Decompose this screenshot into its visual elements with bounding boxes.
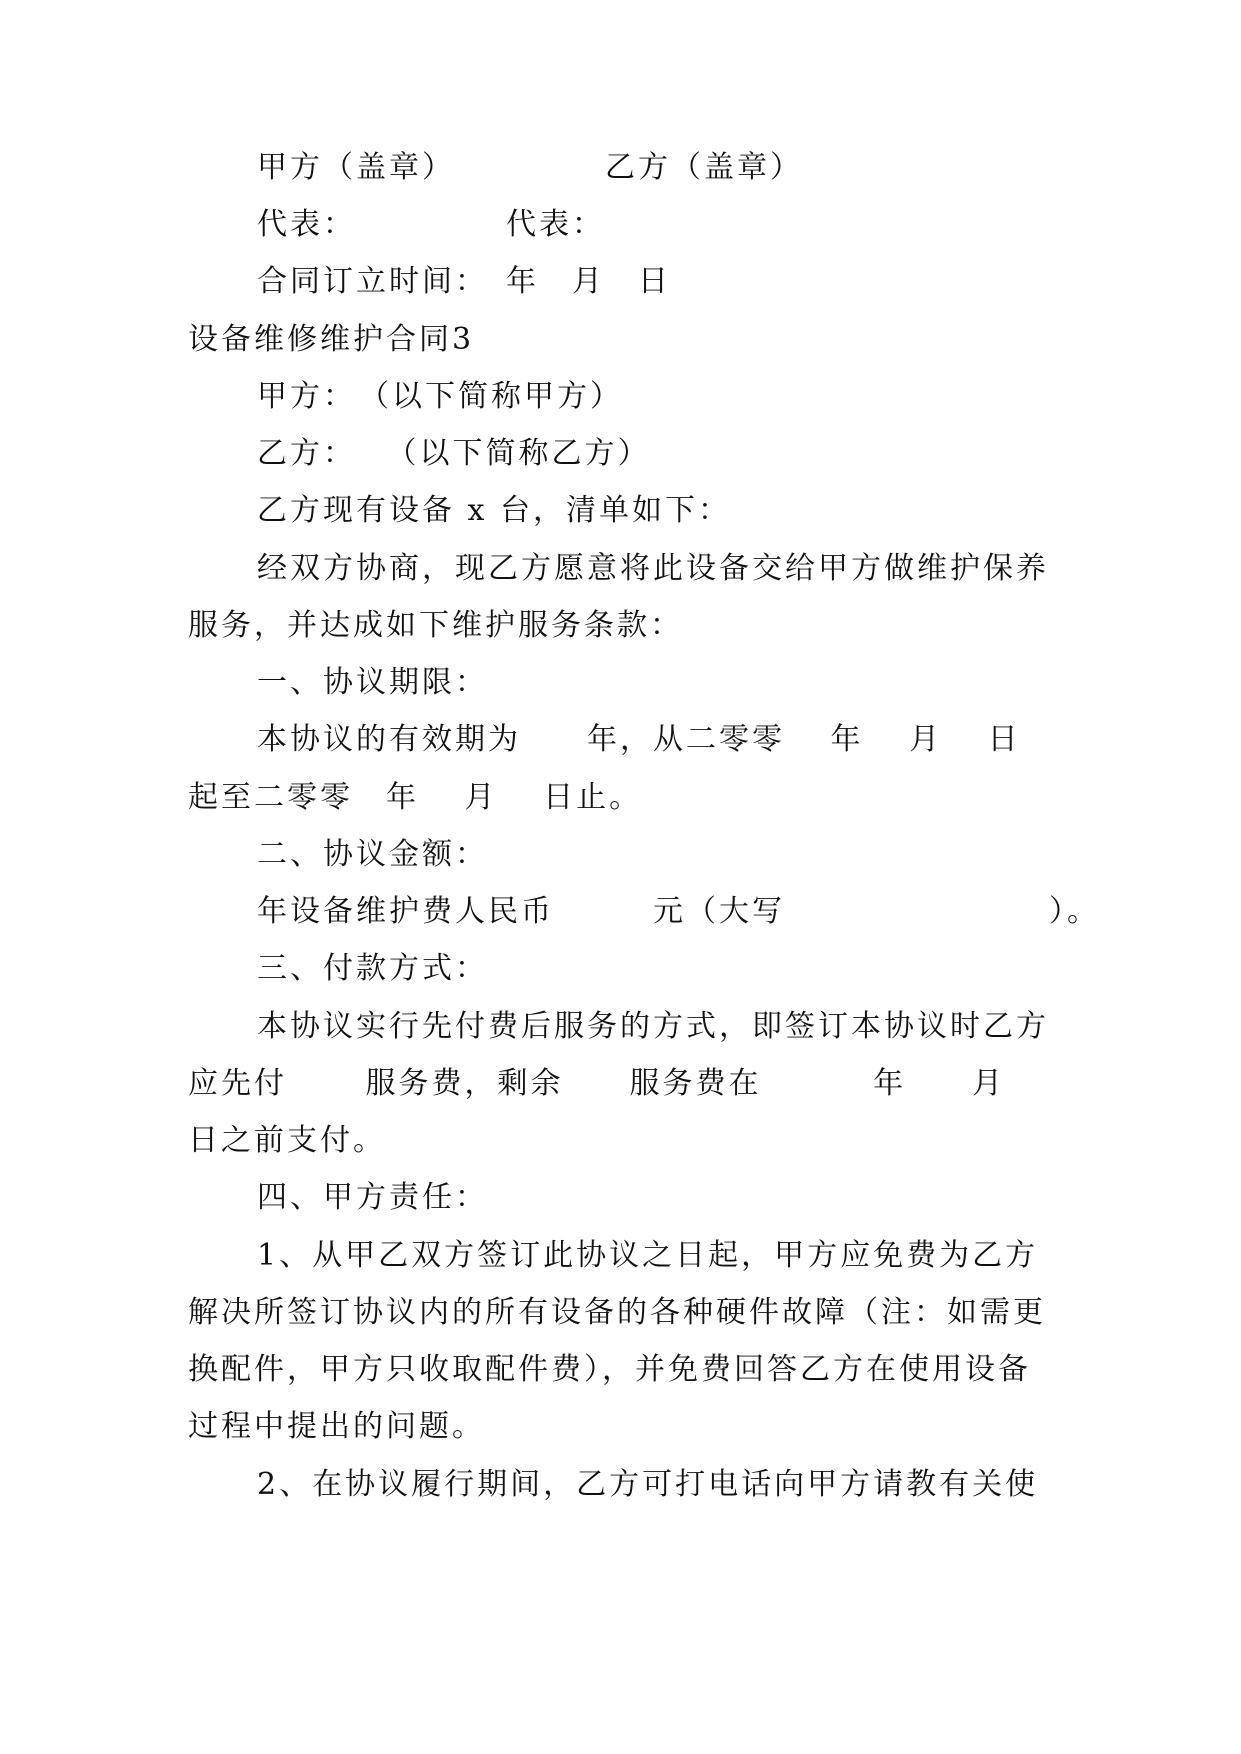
paragraph-line: 服务，并达成如下维护服务条款： — [188, 608, 683, 643]
paragraph-line: 本协议的有效期为 年，从二零零 年 月 日 — [257, 722, 1021, 757]
party-b-line: 乙方： （以下简称乙方） — [257, 436, 651, 471]
paragraph-line: 起至二零零 年 月 日止。 — [188, 780, 643, 815]
section-heading-payment: 三、付款方式： — [257, 951, 488, 986]
section-heading-amount: 二、协议金额： — [257, 837, 488, 872]
section-heading-responsibility: 四、甲方责任： — [257, 1180, 488, 1215]
contract-date-line: 合同订立时间： 年 月 日 — [257, 264, 671, 299]
paragraph-line: 经双方协商，现乙方愿意将此设备交给甲方做维护保养 — [257, 551, 1049, 586]
section-heading-term: 一、协议期限： — [257, 665, 488, 700]
paragraph-line: 日之前支付。 — [188, 1123, 386, 1158]
paragraph-line: 1、从甲乙双方签订此协议之日起，甲方应免费为乙方 — [257, 1238, 1039, 1273]
contract-title: 设备维修维护合同3 — [188, 322, 475, 357]
paragraph-line: 应先付 服务费，剩余 服务费在 年 月 — [188, 1066, 1006, 1101]
paragraph-line: 过程中提出的问题。 — [188, 1409, 485, 1444]
paragraph-line: 换配件，甲方只收取配件费），并免费回答乙方在使用设备 — [188, 1352, 1031, 1387]
paragraph-line: 解决所签订协议内的所有设备的各种硬件故障（注：如需更 — [188, 1295, 1046, 1330]
paragraph-line: 年设备维护费人民币 元（大写 ）。 — [257, 894, 1100, 929]
paragraph-line: 2、在协议履行期间，乙方可打电话向甲方请教有关使 — [257, 1467, 1039, 1502]
signature-line-representative: 代表： 代表： — [257, 207, 605, 242]
signature-line-seal: 甲方（盖章） 乙方（盖章） — [257, 150, 803, 185]
paragraph-line: 乙方现有设备 x 台，清单如下： — [257, 493, 731, 528]
party-a-line: 甲方： （以下简称甲方） — [257, 379, 623, 414]
paragraph-line: 本协议实行先付费后服务的方式，即签订本协议时乙方 — [257, 1009, 1049, 1044]
